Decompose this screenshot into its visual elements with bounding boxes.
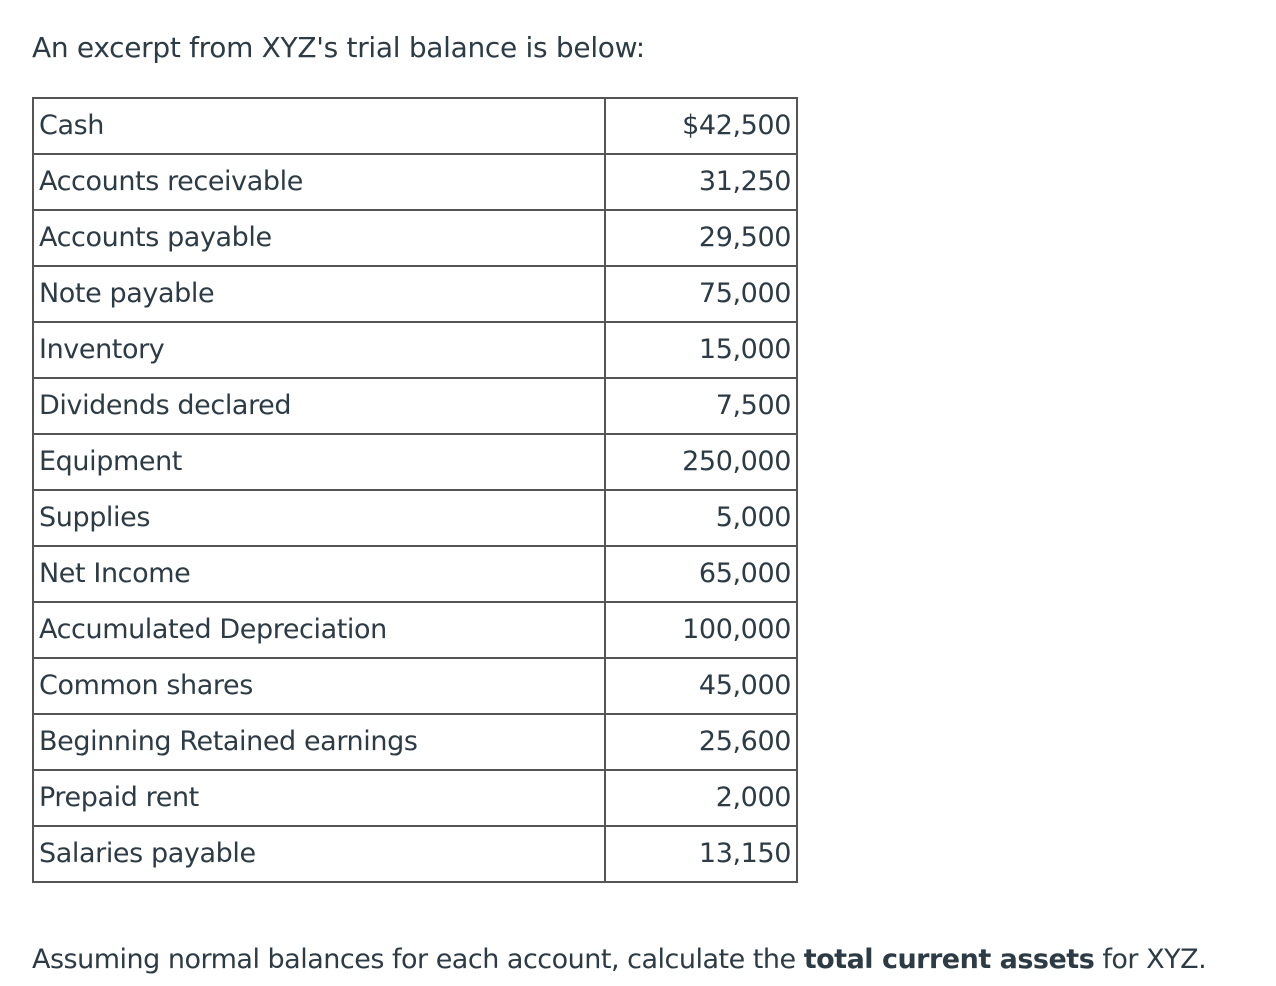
- account-name: Net Income: [33, 546, 605, 602]
- account-amount: 65,000: [605, 546, 797, 602]
- account-name: Accounts payable: [33, 210, 605, 266]
- trial-balance-body: [33, 98, 797, 882]
- account-name: Common shares: [33, 658, 605, 714]
- account-name: Supplies: [33, 490, 605, 546]
- table-row: [33, 770, 797, 826]
- account-amount: 100,000: [605, 602, 797, 658]
- account-amount: 31,250: [605, 154, 797, 210]
- account-name: Note payable: [33, 266, 605, 322]
- table-row: [33, 266, 797, 322]
- table-row: [33, 322, 797, 378]
- table-row: [33, 98, 797, 154]
- account-amount: 250,000: [605, 434, 797, 490]
- question-suffix: for XYZ.: [1094, 944, 1207, 975]
- account-name: Dividends declared: [33, 378, 605, 434]
- account-amount: 7,500: [605, 378, 797, 434]
- table-row: [33, 602, 797, 658]
- account-name: Inventory: [33, 322, 605, 378]
- account-name: Salaries payable: [33, 826, 605, 882]
- account-amount: 75,000: [605, 266, 797, 322]
- table-row: [33, 826, 797, 882]
- table-row: [33, 658, 797, 714]
- account-name: Accumulated Depreciation: [33, 602, 605, 658]
- intro-text: An excerpt from XYZ's trial balance is below:: [32, 31, 645, 64]
- question-emphasis: total current assets: [803, 944, 1095, 975]
- account-amount: 45,000: [605, 658, 797, 714]
- account-amount: 2,000: [605, 770, 797, 826]
- account-name: Beginning Retained earnings: [33, 714, 605, 770]
- table-row: [33, 714, 797, 770]
- question-text: [32, 940, 1206, 980]
- account-amount: 13,150: [605, 826, 797, 882]
- table-row: [33, 378, 797, 434]
- table-row: [33, 154, 797, 210]
- table-row: [33, 210, 797, 266]
- question-prefix: Assuming normal balances for each account, calculate the: [32, 944, 804, 975]
- account-amount: 5,000: [605, 490, 797, 546]
- account-name: Cash: [33, 98, 605, 154]
- table-row: [33, 434, 797, 490]
- account-amount: 15,000: [605, 322, 797, 378]
- table-row: [33, 490, 797, 546]
- account-amount: $42,500: [605, 98, 797, 154]
- account-name: Equipment: [33, 434, 605, 490]
- account-amount: 25,600: [605, 714, 797, 770]
- account-amount: 29,500: [605, 210, 797, 266]
- account-name: Prepaid rent: [33, 770, 605, 826]
- account-name: Accounts receivable: [33, 154, 605, 210]
- table-row: [33, 546, 797, 602]
- trial-balance-table: [32, 97, 798, 883]
